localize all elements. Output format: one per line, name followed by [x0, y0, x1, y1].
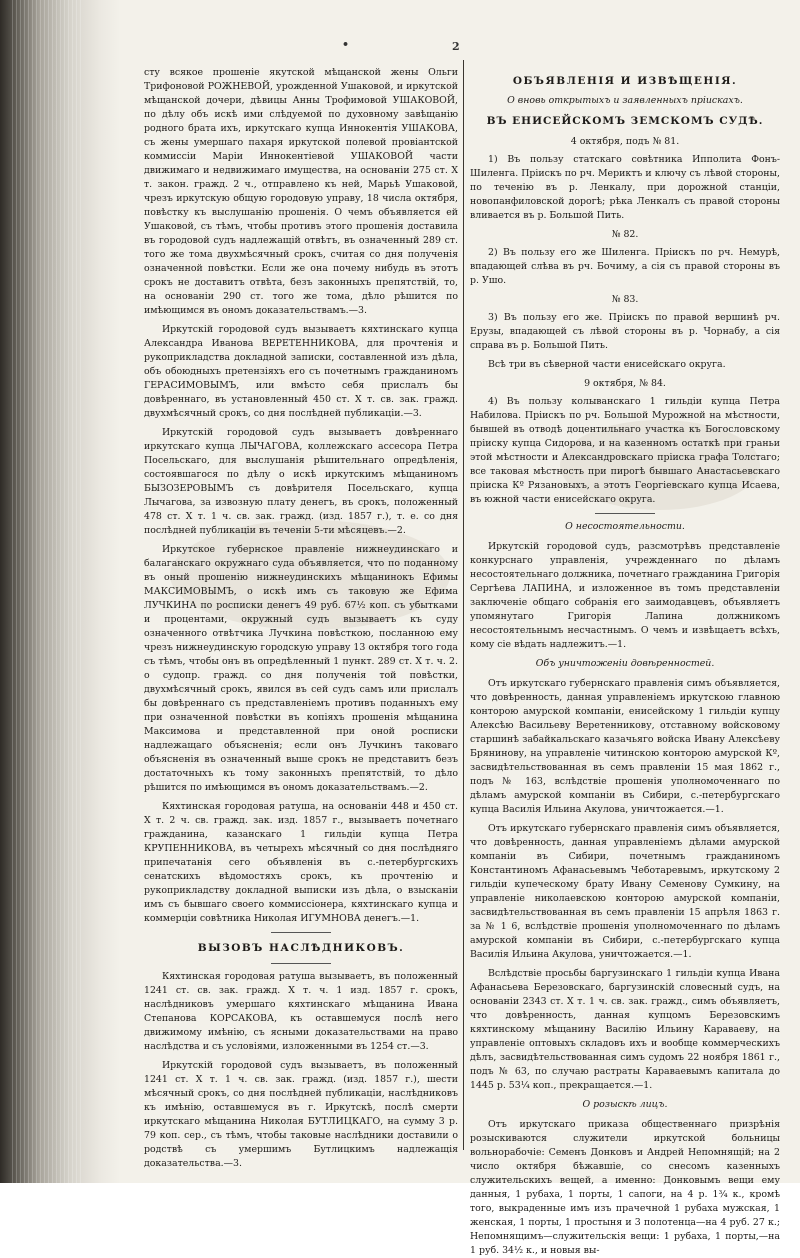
column-rule [463, 60, 464, 1150]
subheading-wanted-persons: О розыскѣ лицъ. [582, 1099, 668, 1111]
page-mark: • [342, 38, 350, 51]
notice-paragraph: Всѣ три въ сѣверной части енисейскаго округа. [488, 359, 726, 371]
notice-paragraph: 4) Въ пользу колыванскаго 1 гильдіи купца Петра Набилова. Пріискъ по рч. Большой Мурожной на мѣстности, бывшей въ отводѣ доцентильнаго участка къ Богословскому пріиску купца Сидорова, и на казенномъ остаткѣ при граньи этой мѣстности и Александровскаго пріиска графа Толстаго; все таковая мѣстность при пирогѣ бывшаго Анастасьевскаго пріиска Кº Рязановыхъ, а этотъ Георгіевскаго купца Исаева, въ южной части енисейскаго округа. [470, 396, 780, 506]
item-number: № 83. [611, 294, 639, 306]
notice-paragraph: Отъ иркутскаго губернскаго правленія симъ объявляется, что довѣренность, данная управленіемъ дѣлами амурской компаніи въ Сибири, почетнымъ гражданиномъ Константиномъ Афанасьевымъ Чеботаревымъ, иркутскому 2 гильдіи купеческому брату Ивану Семенову Сумкину, на управленіе николаевскою конторою амурской компаніи, засвидѣтельствованная въ семъ правленіи 15 апрѣля 1863 г. за № 1 6, вслѣдствіе прошенія уполномоченнаго по дѣламъ амурской компаніи въ Сибири, с.-петербургскаго купца Василія Ильина Акулова, уничтожается.—1. [470, 823, 780, 961]
page-number: 2 [452, 40, 460, 53]
notice-paragraph: Кяхтинская городовая ратуша вызываетъ, въ положенный 1241 ст. св. зак. гражд. X т. ч. 1 изд. 1857 г. срокъ, наслѣдниковъ умершаго кяхтинскаго мѣщанина Ивана Степанова КОРСАКОВА, къ оставшемуся послѣ него движимому имѣнію, съ ясными доказательствами на право наслѣдства и съ условіями, изложенными въ 1254 ст.—3. [144, 970, 458, 1052]
separator [595, 513, 655, 514]
notice-paragraph: Иркутское губернское правленіе нижнеудинскаго и балаганскаго окружнаго суда объявляется, что по поданному въ оный прошенію нижнеудинскихъ мѣщанинокъ Ефимы МАКСИМОВЫМЪ, о искѣ имъ съ таковую же Ефима ЛУЧКИНА по росписки денегъ 49 руб. 67½ коп. съ убытками и процентами, окружный судъ вызываетъ къ суду означенного отвѣтчика Лучкина повѣсткою, посланною ему чрезъ нижнеудинскую городскую управу 13 октября того года съ тѣмъ, чтобы онъ въ опредѣленный 1 пункт. 289 ст. X т. ч. 2. о судопр. гражд. со дня полученія той повѣстки, двухмѣсячный срокъ, явился въ сей судъ самъ или прислалъ бы довѣреннаго съ представленіемъ противъ поданныхъ ему при означенной повѣстки въ копіяхъ прошенія мѣщанина Максимова и представленной при оной росписки надлежащаго объясненія; если онъ Лучкинъ таковаго объясненія въ означенный выше срокъ не представитъ безъ достаточныхъ къ тому законныхъ препятствій, то дѣло рѣшится по имѣющимся въ ономъ доказательствамъ.—2. [144, 544, 458, 793]
section-heading-announcements: ОБЪЯВЛЕНІЯ И ИЗВѢЩЕНІЯ. [512, 75, 738, 87]
notice-paragraph: 3) Въ пользу его же. Пріискъ по правой вершинѣ рч. Ерузы, впадающей съ лѣвой стороны въ р. Чорнабу, а сія справа въ р. Большой Пить. [470, 312, 780, 352]
notice-paragraph: Кяхтинская городовая ратуша, на основаніи 448 и 450 ст. X т. 2 ч. св. гражд. зак. изд. 1857 г., вызываетъ почетнаго гражданина, казанскаго 1 гильдіи купца Петра КРУПЕННИКОВА, въ четырехъ мѣсячный со дня послѣдняго припечатанія сего объявленія въ с.-петербургскихъ сенатскихъ вѣдомостяхъ срокъ, къ прочтенію и рукоприкладству докладной выписки изъ дѣла, о взысканіи имъ съ бывшаго своего коммиссіонера, кяхтинскаго купца и коммерціи совѣтника Николая ИГУМНОВА денегъ.—1. [144, 801, 458, 924]
subheading-mines: О вновь открытыхъ и заявленныхъ пріискахъ. [507, 94, 743, 106]
notice-paragraph: Вслѣдствіе просьбы баргузинскаго 1 гильдіи купца Ивана Афанасьева Березовскаго, баргузинскій словесный судъ, на основаніи 2343 ст. X т. 1 ч. св. зак. гражд., симъ объявляетъ, что довѣренность, данная купцомъ Березовскимъ кяхтинскому мѣщанину Василію Ильину Караваеву, на управленіе оптовыхъ складовъ ихъ и вообще коммерческихъ дѣлъ, засвидѣтельствованная симъ судомъ 22 ноября 1861 г., подъ № 63, по случаю растраты Караваевымъ капитала до 1445 р. 53¼ коп., прекращается.—1. [470, 968, 780, 1092]
separator [271, 963, 331, 964]
notice-paragraph: Отъ иркутскаго губернскаго правленія симъ объявляется, что довѣренность, данная управленіемъ иркутскою главною конторою амурской компаніи, енисейскому 1 гильдіи купцу Алексѣю Васильеву Веретенникову, отставному войсковому старшинѣ забайкальскаго казачьяго войска Ивану Алексѣеву Брянинову, на управленіе читинскою конторою амурской Кº, засвидѣтельствованная въ семъ правленіи 15 мая 1862 г., подъ № 163, вслѣдствіе прошенія уполномоченнаго по дѣламъ амурской компаніи въ Сибири, с.-петербургскаго купца Василія Ильина Акулова, уничтожается.—1. [470, 678, 780, 816]
item-number: № 82. [611, 229, 639, 241]
notice-paragraph: 2) Въ пользу его же Шиленга. Пріискъ по рч. Немурѣ, впадающей слѣва въ рч. Бочиму, а сія съ правой стороны въ р. Ушо. [470, 247, 780, 287]
notice-paragraph: Иркутскій городовой судъ вызываетъ, въ положенный 1241 ст. X т. 1 ч. св. зак. гражд. (изд. 1857 г.), шести мѣсячный срокъ, со дня послѣдней публикаціи, наслѣдниковъ къ имѣнію, оставшемуся въ г. Иркутскѣ, послѣ смерти иркутскаго мѣщанина Николая БУТЛИЦКАГО, на сумму 3 р. 79 коп. сер., съ тѣмъ, чтобы таковые наслѣдники доставили о родствѣ съ умершимъ Бутлицкимъ надлежащія доказательства.—3. [144, 1059, 458, 1169]
date-line: 4 октября, подъ № 81. [570, 136, 680, 148]
notice-paragraph: сту всякое прошеніе якутской мѣщанской жены Ольги Трифоновой РОЖНЕВОЙ, урожденной Ушаковой, и иркутской мѣщанской дочери, дѣвицы Анны Трофимовой УШАКОВОЙ, по дѣлу объ искѣ ими слѣдуемой по духовному завѣщанію родного брата ихъ, иркутскаго купца Иннокентія УШАКОВА, съ жены умершаго пахаря иркутской полевой провіантской коммиссіи Маріи Иннокентіевой УШАКОВОЙ части движимаго и недвижимаго имущества, на основаніи 275 ст. X т. закон. гражд. 2 ч., отправлено къ ней, Марьѣ Ушаковой, чрезъ иркутскую общую городовую управу, 18 числа октября, повѣстку къ выслушанію прошенія. О чемъ объявляется ей Ушаковой, съ тѣмъ, чтобы противъ этого прошенія доставила въ городовой судъ надлежащій отвѣтъ, въ означенный 289 ст. того же тома двухмѣсячный срокъ, считая со дня полученія означенной повѣстки. Если же она почему нибудь въ этотъ срокъ не доставитъ отвѣта, безъ законныхъ препятствій, то, на основаніи 290 ст. того же тома, дѣло рѣшится по имѣющимся въ ономъ доказательствамъ.—3. [144, 67, 458, 316]
subheading-insolvency: О несостоятельности. [565, 521, 685, 533]
notice-paragraph: 1) Въ пользу статскаго совѣтника Ипполита Фонъ-Шиленга. Пріискъ по рч. Мериктъ и ключу съ лѣвой стороны, по теченію въ р. Ленкалу, при дорожной станціи, новопанфиловской дорогѣ; рѣка Ленкалъ съ правой стороны вливается въ р. Большой Пить. [470, 154, 780, 222]
notice-paragraph: Иркутскій городовой судъ вызываетъ кяхтинскаго купца Александра Иванова ВЕРЕТЕННИКОВА, для прочтенія и рукоприкладства докладной записки, составленной изъ дѣла, объ обоюдныхъ претензіяхъ его съ почетнымъ гражданиномъ ГЕРАСИМОВЫМЪ, или вмѣсто себя прислалъ бы довѣреннаго, въ установленный 450 ст. X т. св. зак. гражд. двухмѣсячный срокъ, со дня послѣдней публикаціи.—3. [144, 324, 458, 419]
subheading-power-of-attorney: Объ уничтоженіи довѣренностей. [535, 658, 715, 670]
date-line: 9 октября, № 84. [584, 378, 666, 390]
page-edges [12, 0, 82, 1183]
court-name: ВЪ ЕНИСЕЙСКОМЪ ЗЕМСКОМЪ СУДѢ. [486, 114, 764, 127]
notice-paragraph: Иркутскій городовой судъ, разсмотрѣвъ представленіе конкурснаго управленія, учрежденнаго по дѣламъ несостоятельнаго должника, почетнаго гражданина Григорія Сергѣева ЛАПИНА, и изложенное въ томъ представленіи заключеніе общаго собранія его заимодавцевъ, объявляетъ упомянутаго Григорія Лапина должникомъ несостоятельнымъ несчастнымъ. О чемъ и извѣщаетъ всѣхъ, кому сіе вѣдать надлежитъ.—1. [470, 541, 780, 651]
right-column [470, 66, 780, 1257]
left-column [144, 66, 458, 1169]
separator [271, 932, 331, 933]
notice-paragraph: Отъ иркутскаго приказа общественнаго призрѣнія розыскиваются служители иркутской больницы вольнорабочіе: Семенъ Донковъ и Андрей Непомнящій; на 2 число октября бѣжавшіе, со снесомъ казенныхъ служительскихъ вещей, а именно: Донковымъ вещи ему данныя, 1 рубаха, 1 порты, 1 сапоги, на 4 р. 1¾ к., кромѣ того, выкраденные имъ изъ прачечной 1 рубаха мужская, 1 женская, 1 порты, 1 простыня и 3 полотенца—на 4 руб. 27 к.; Непомнящимъ—служительскія вещи: 1 рубаха, 1 порты,—на 1 руб. 34½ к., и новыя вы- [470, 1119, 780, 1257]
notice-paragraph: Иркутскій городовой судъ вызываетъ довѣреннаго иркутскаго купца ЛЫЧАГОВА, коллежскаго ассесора Петра Посельскаго, для выслушанія рѣшительнаго опредѣленія, состоявшагося по дѣлу о искѣ иркутскимъ мѣщаниномъ БЫЗОЗЕРОВЫМЪ съ довѣрителя Посельскаго, купца Лычагова, за извозную плату денегъ, въ срокъ, положенный 478 ст. X т. 1 ч. св. зак. гражд. (изд. 1857 г.), т. е. со дня послѣдней публикаціи въ теченіи 5-ти мѣсяцевъ.—2. [144, 427, 458, 536]
section-heading-heirs: ВЫЗОВЪ НАСЛѢДНИКОВЪ. [197, 942, 405, 954]
